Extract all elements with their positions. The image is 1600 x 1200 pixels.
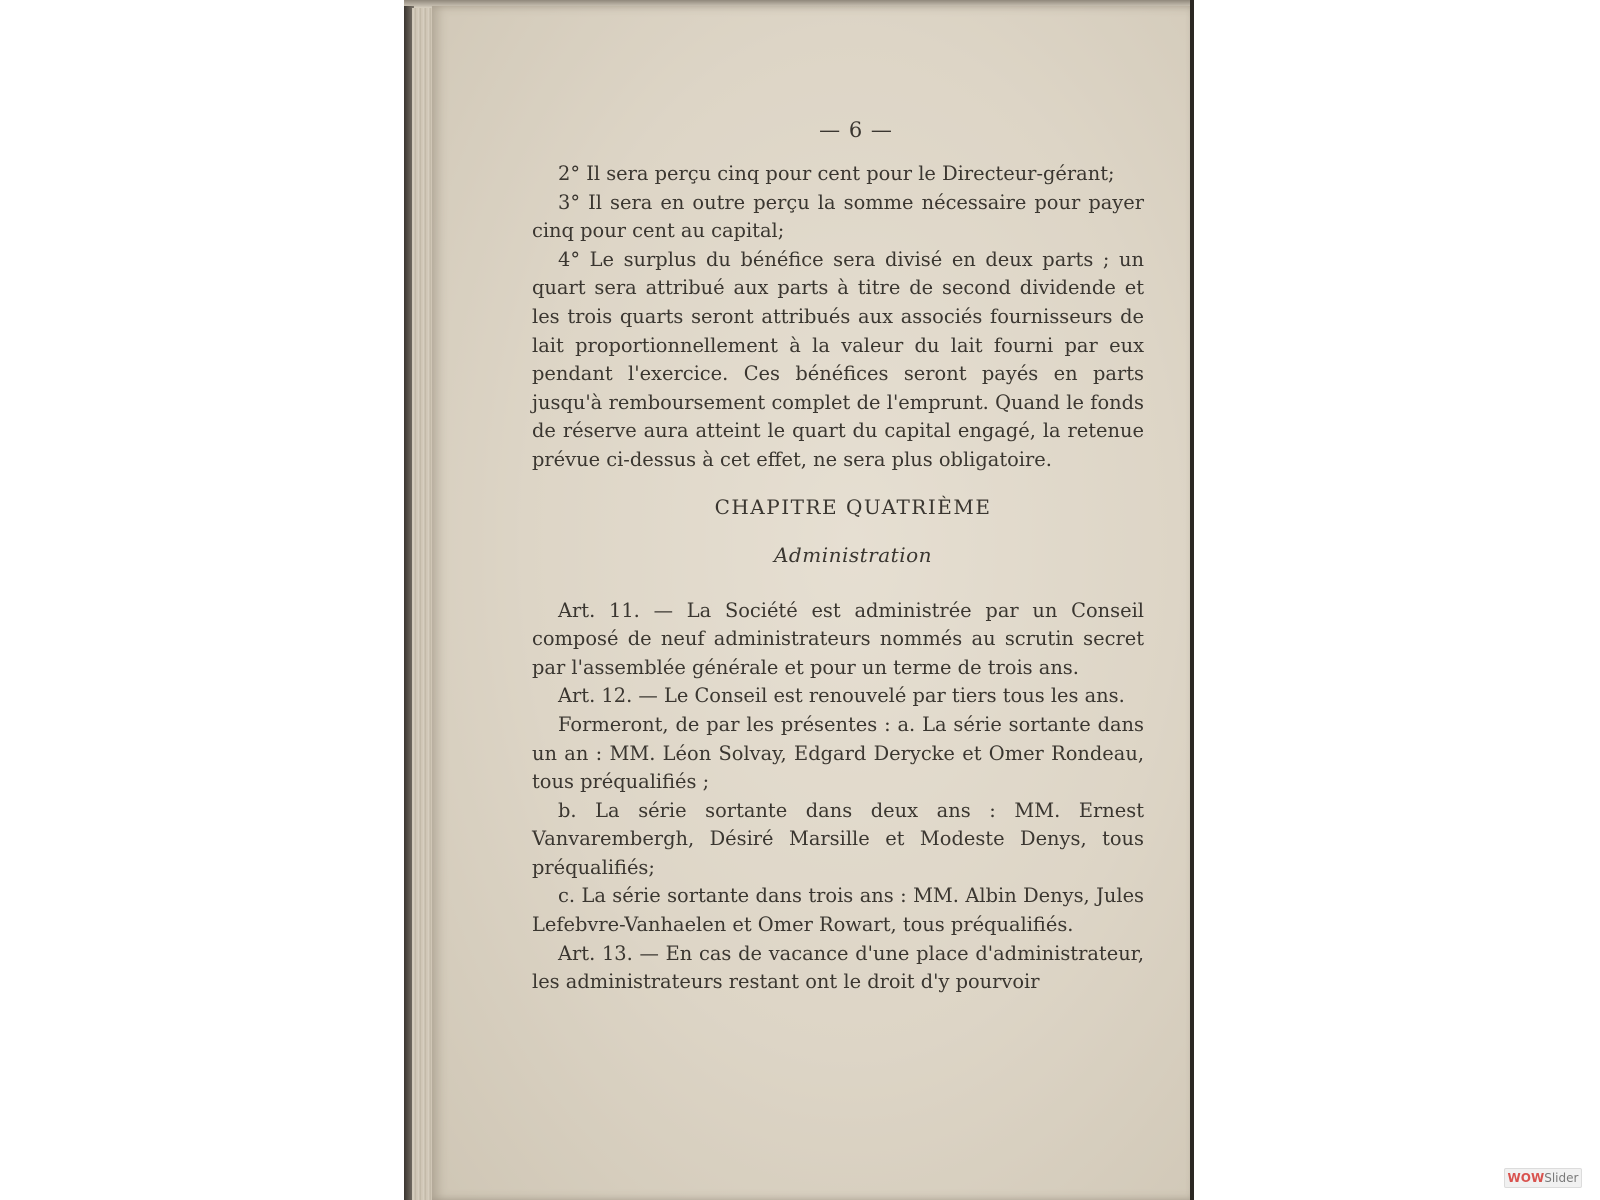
series-b: b. La série sortante dans deux ans : MM. Ernest Vanvarembergh, Désiré Marsille et Modeste Denys, tous préqualifiés;	[532, 798, 1144, 879]
page-right-edge	[1190, 0, 1194, 1200]
article-12: Art. 12. — Le Conseil est renouvelé par tiers tous les ans.	[558, 684, 1125, 708]
page-number: — 6 —	[819, 118, 893, 142]
paragraph-item-2: 2° Il sera perçu cinq pour cent pour le Directeur-gérant;	[558, 162, 1115, 185]
series-a: Formeront, de par les présentes : a. La série sortante dans un an : MM. Léon Solvay, Edgard Derycke et Omer Rondeau, tous préqualifiés ;	[532, 712, 1144, 794]
article-13: Art. 13. — En cas de vacance d'une place d'administrateur, les administrateurs restant ont le droit d'y pourvoir	[532, 941, 1144, 994]
watermark-part-b: Slider	[1544, 1171, 1579, 1185]
paragraph-item-4: 4° Le surplus du bénéfice sera divisé en deux parts ; un quart sera attribué aux parts à titre de second dividende et les trois quarts seront attribués aux associés fournisseurs de lait proportionnellement à la valeur du lait fourni par eux pendant l'exercice. Ces bénéfices seront payés en parts jusqu'à remboursement complet de l'emprunt. Quand le fonds de réserve aura atteint le quart du capital engagé, la retenue prévue ci-dessus à cet effet, ne sera plus obligatoire.	[532, 247, 1144, 471]
series-c: c. La série sortante dans trois ans : MM. Albin Denys, Jules Lefebvre-Vanhaelen et Omer Rowart, tous préqualifiés.	[532, 884, 1144, 937]
watermark-part-a: WOW	[1507, 1171, 1545, 1185]
page-text	[532, 116, 1144, 997]
section-title: Administration	[773, 542, 933, 567]
paragraph-item-3: 3° Il sera en outre perçu la somme nécessaire pour payer cinq pour cent au capital;	[532, 190, 1144, 243]
article-11: Art. 11. — La Société est administrée par un Conseil composé de neuf administrateurs nommés au scrutin secret par l'assemblée générale et pour un terme de trois ans.	[532, 598, 1144, 679]
wowslider-watermark[interactable]	[1504, 1168, 1582, 1188]
chapter-title: CHAPITRE QUATRIÈME	[714, 494, 992, 519]
